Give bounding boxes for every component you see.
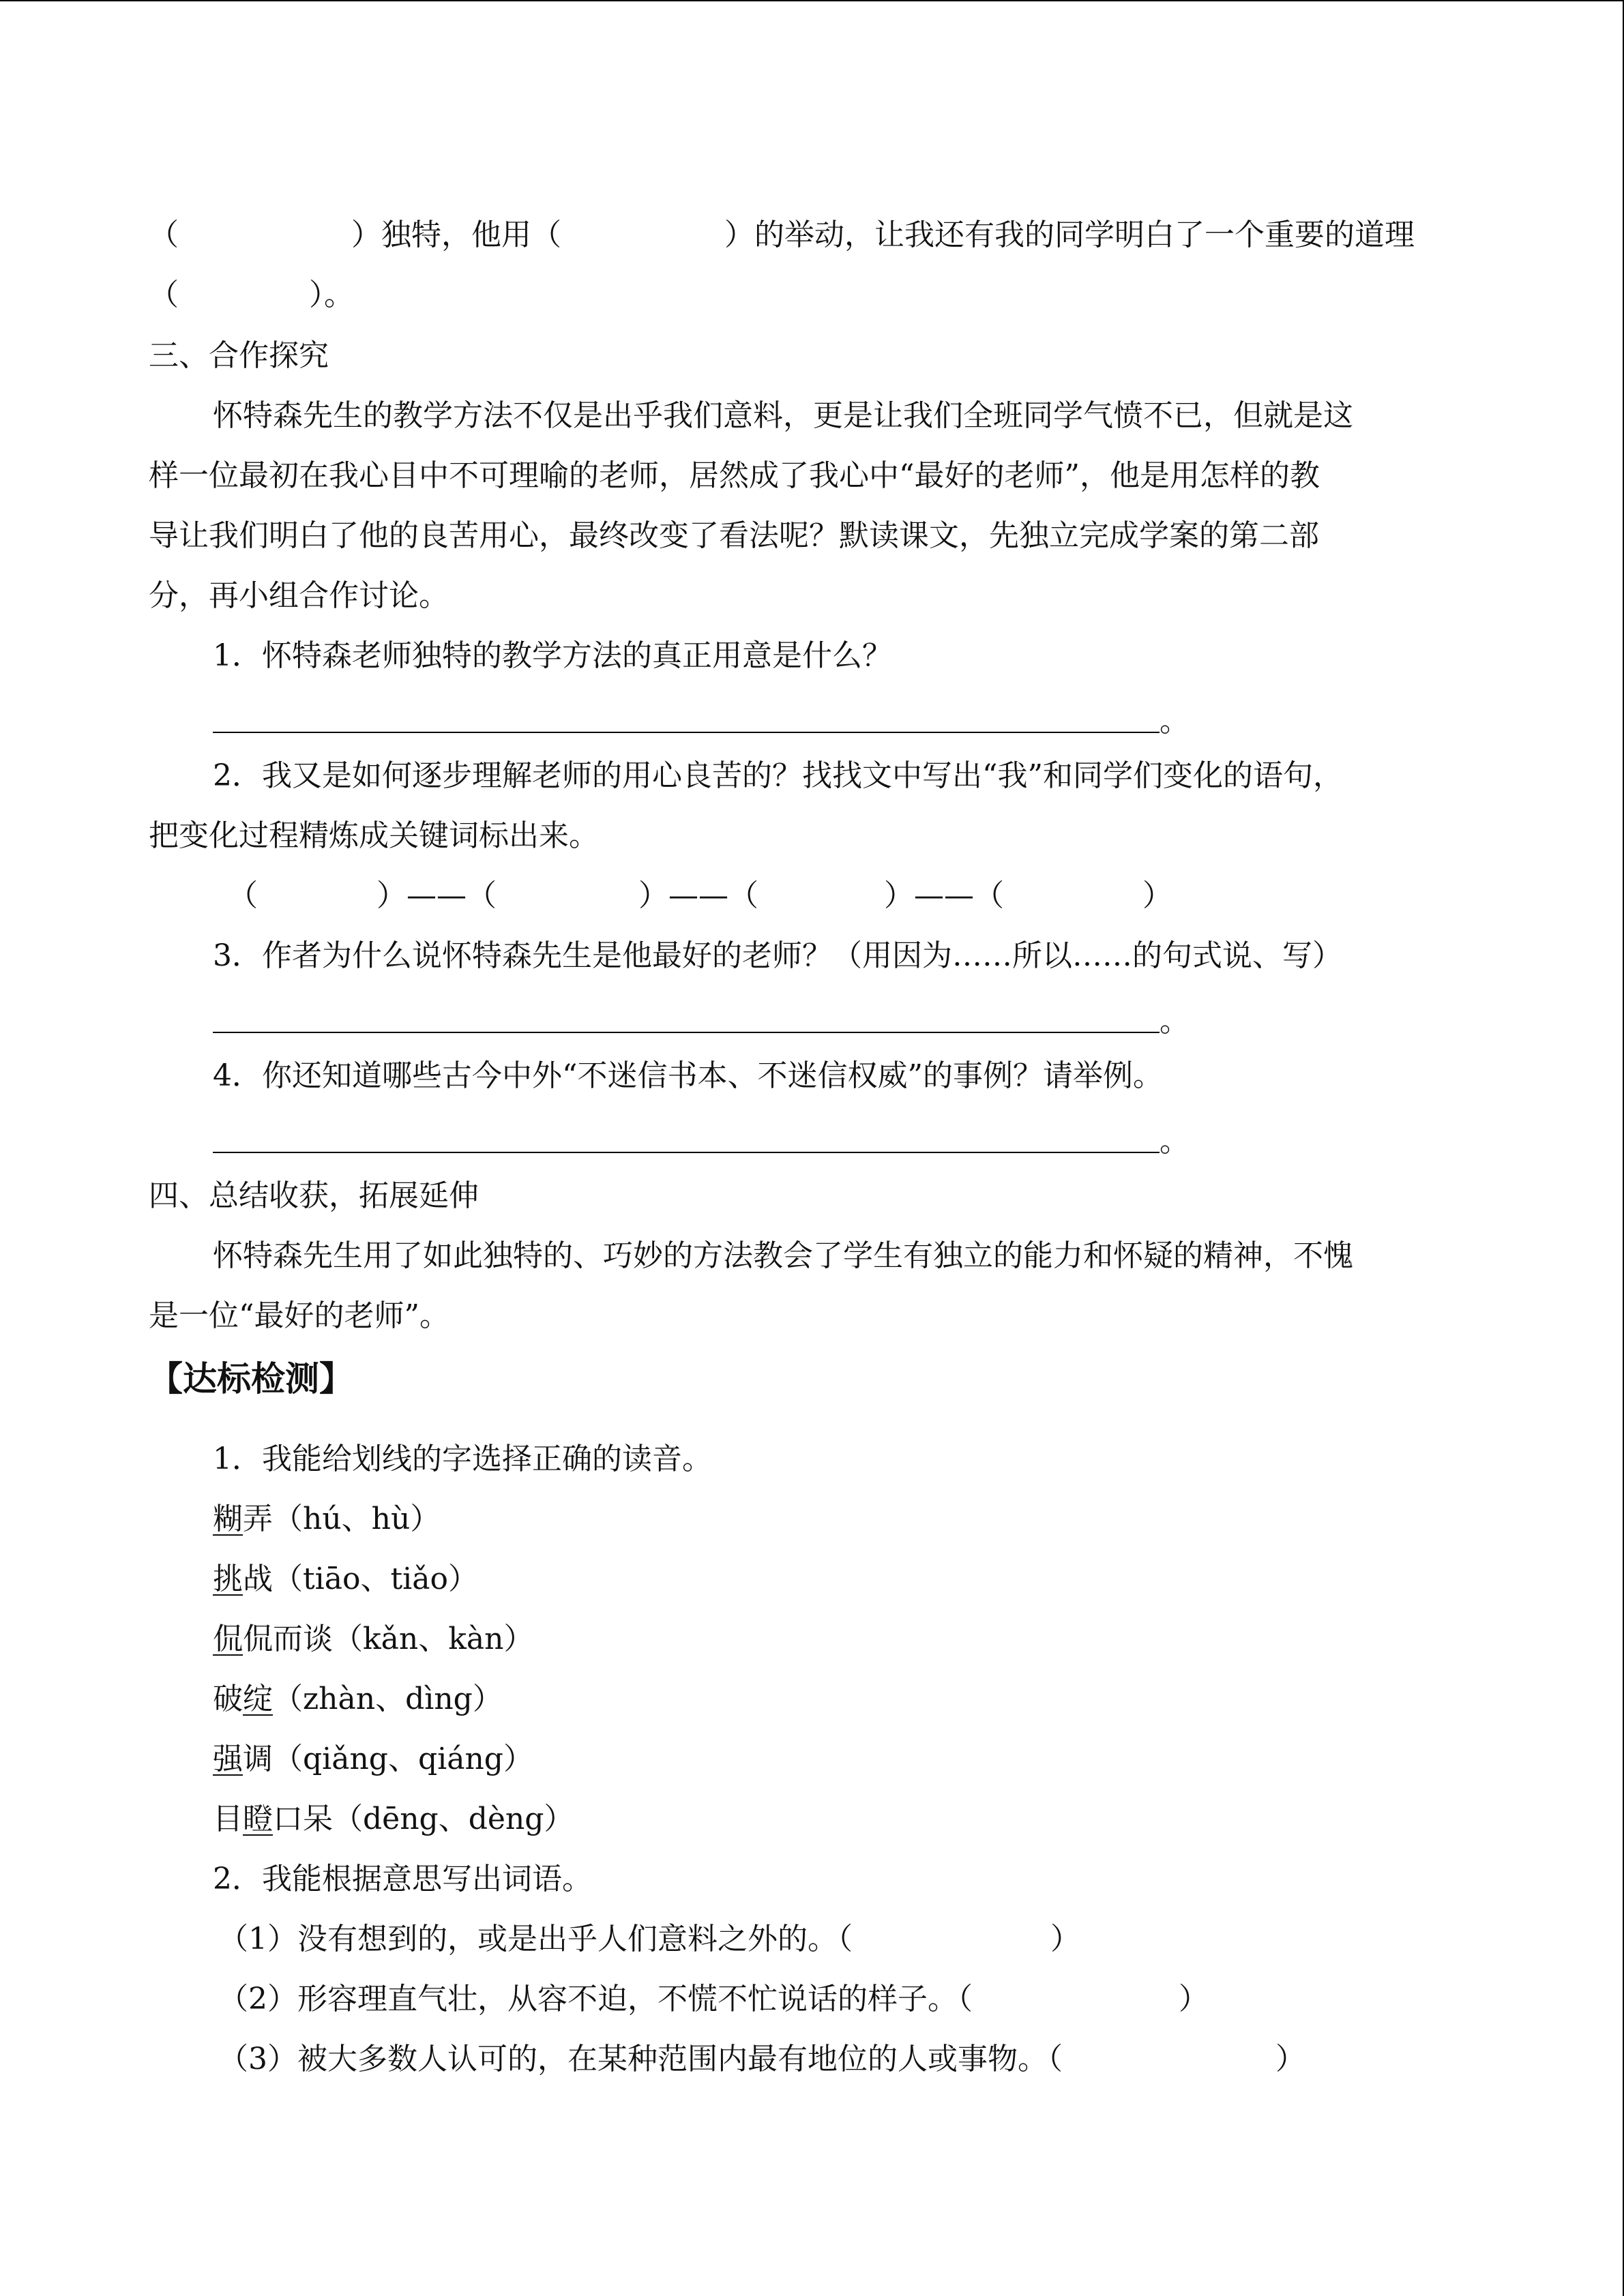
answer-period-3: 。 — [1160, 1004, 1190, 1039]
blank-open-2: （ — [149, 278, 179, 312]
chain-part-3: ）——（ — [884, 878, 1004, 913]
pinyin-item: 破绽（zhàn、dìng） — [213, 1682, 503, 1716]
test-heading: 【达标检测】 — [149, 1359, 353, 1399]
pinyin-item: 侃侃而谈（kǎn、kàn） — [213, 1622, 534, 1656]
definition-1-close: ） — [1050, 1922, 1080, 1956]
underlined-char: 绽 — [243, 1682, 273, 1716]
section3-intro-line2: 样一位最初在我心目中不可理喻的老师，居然成了我心中“最好的老师”，他是用怎样的教 — [149, 458, 1320, 493]
chain-part-2: ）——（ — [638, 878, 758, 913]
question-1: 1．怀特森老师独特的教学方法的真正用意是什么？ — [213, 638, 892, 673]
underlined-char: 糊 — [213, 1502, 243, 1536]
answer-line-4[interactable] — [213, 1152, 1160, 1153]
definition-2-close: ） — [1179, 1982, 1209, 2016]
pinyin-item: 糊弄（hú、hù） — [213, 1502, 441, 1536]
pinyin-item: 目瞪口呆（dēng、dèng） — [213, 1802, 574, 1836]
test-question-1: 1．我能给划线的字选择正确的读音。 — [213, 1442, 712, 1476]
fill-text-1: ）独特，他用（ — [351, 218, 561, 252]
section3-intro-line1: 怀特森先生的教学方法不仅是出乎我们意料，更是让我们全班同学气愤不已，但就是这 — [213, 398, 1353, 433]
underlined-char: 强 — [213, 1742, 243, 1776]
answer-line-3[interactable] — [213, 1032, 1160, 1033]
answer-period-4: 。 — [1160, 1124, 1190, 1159]
underlined-char: 挑 — [213, 1562, 243, 1596]
section3-title: 三、合作探究 — [149, 338, 329, 373]
section4-body-line1: 怀特森先生用了如此独特的、巧妙的方法教会了学生有独立的能力和怀疑的精神，不愧 — [213, 1238, 1353, 1273]
answer-period-1: 。 — [1160, 704, 1190, 739]
section4-body-line2: 是一位“最好的老师”。 — [149, 1298, 449, 1333]
underlined-char: 侃 — [213, 1622, 243, 1656]
answer-line-1[interactable] — [213, 732, 1160, 733]
fill-text-3: ）。 — [309, 278, 354, 312]
pinyin-item: 强调（qiǎng、qiáng） — [213, 1742, 533, 1776]
section3-intro-line3: 导让我们明白了他的良苦用心，最终改变了看法呢？默读课文，先独立完成学案的第二部 — [149, 518, 1319, 553]
test-question-2: 2．我能根据意思写出词语。 — [213, 1862, 592, 1896]
question-2-line2: 把变化过程精炼成关键词标出来。 — [149, 818, 599, 853]
definition-2: （2）形容理直气壮，从容不迫，不慌不忙说话的样子。（ — [218, 1982, 973, 2016]
definition-3-close: ） — [1275, 2042, 1305, 2076]
blank-open-1: （ — [149, 218, 179, 252]
section4-title: 四、总结收获，拓展延伸 — [149, 1178, 479, 1213]
chain-part-0: （ — [228, 878, 258, 913]
definition-3: （3）被大多数人认可的，在某种范围内最有地位的人或事物。（ — [218, 2042, 1063, 2076]
question-4: 4．你还知道哪些古今中外“不迷信书本、不迷信权威”的事例？请举例。 — [213, 1058, 1163, 1093]
chain-part-1: ）——（ — [377, 878, 497, 913]
definition-1: （1）没有想到的，或是出乎人们意料之外的。（ — [218, 1922, 853, 1956]
chain-part-4: ） — [1142, 878, 1172, 913]
pinyin-item: 挑战（tiāo、tiǎo） — [213, 1562, 478, 1596]
section3-intro-line4: 分，再小组合作讨论。 — [149, 578, 449, 613]
underlined-char: 瞪 — [243, 1802, 273, 1836]
question-2-line1: 2．我又是如何逐步理解老师的用心良苦的？找找文中写出“我”和同学们变化的语句， — [213, 758, 1343, 793]
question-3: 3．作者为什么说怀特森先生是他最好的老师？（用因为……所以……的句式说、写） — [213, 938, 1342, 973]
fill-text-2: ）的举动，让我还有我的同学明白了一个重要的道理 — [724, 218, 1415, 252]
